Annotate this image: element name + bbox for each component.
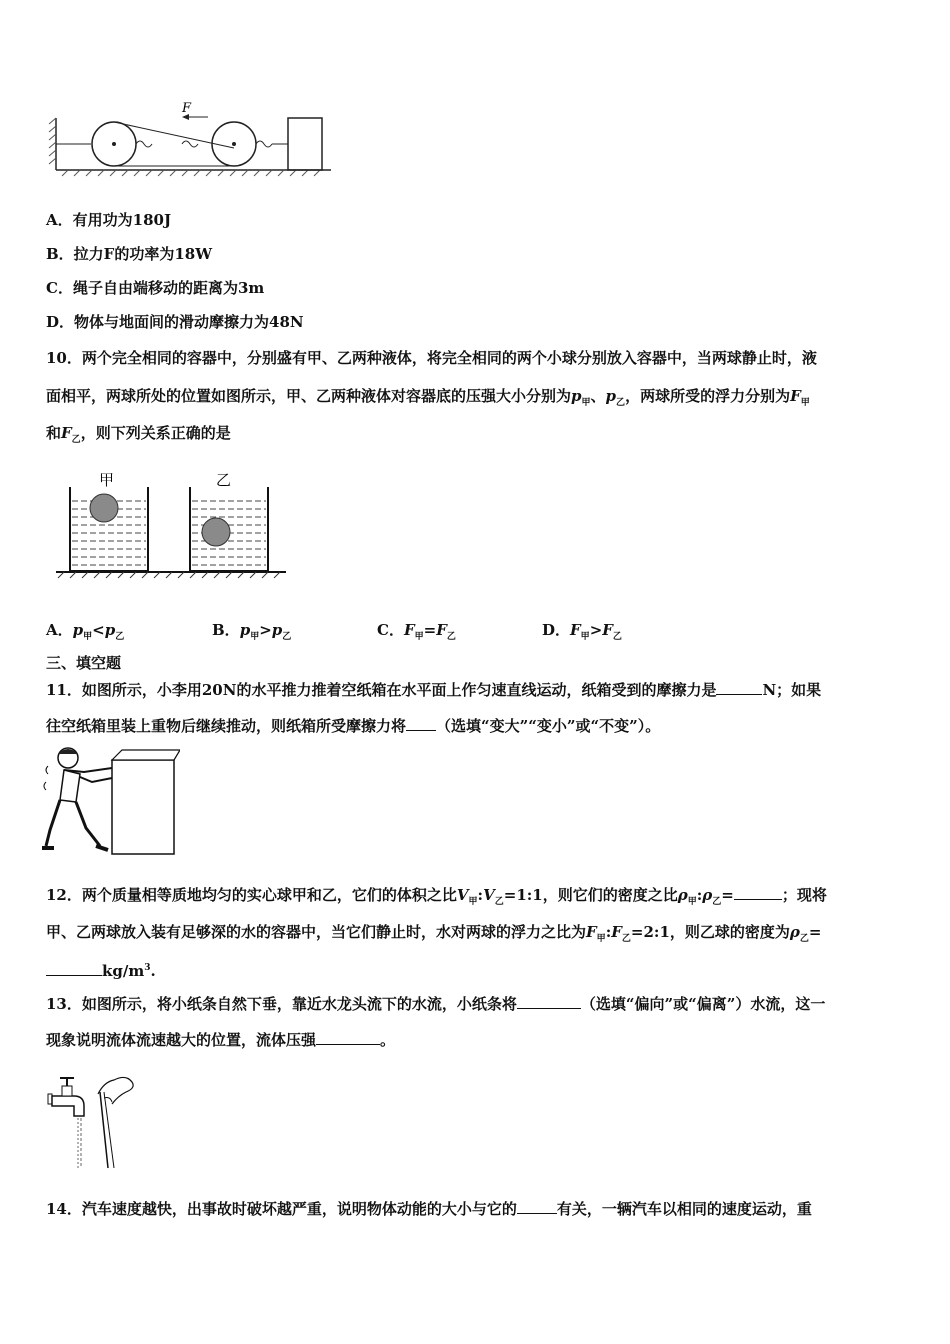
q14-line-1: 14．汽车速度越快，出事故时破坏越严重，说明物体动能的大小与它的 有关，一辆汽车以相同的速度运动，重 xyxy=(46,1200,812,1218)
q13-blank-1[interactable] xyxy=(517,994,581,1009)
section-title: 三、填空题 xyxy=(46,654,122,672)
q12-line-2: 甲、乙两球放入装有足够深的水的容器中，当它们静止时，水对两球的浮力之比为$F_甲:F_乙=2:1$，则乙球的密度为$\rho_乙=$ xyxy=(46,923,822,944)
q11-line-2: 往空纸箱里装上重物后继续推动，则纸箱所受摩擦力将 （选填“变大”“变小”或“不变”）。 xyxy=(46,717,661,735)
q9-option-b: B．拉力F的功率为18W xyxy=(46,245,213,263)
q13-blank-2[interactable] xyxy=(316,1030,380,1045)
q10-option-c: C．$F_甲=F_乙$ xyxy=(377,621,456,642)
label-jia: 甲 xyxy=(99,471,115,489)
q10-option-b: B．$p_甲>p_乙$ xyxy=(212,621,292,642)
label-yi: 乙 xyxy=(216,471,232,489)
q13-line-2: 现象说明流体流速越大的位置，流体压强 。 xyxy=(46,1031,396,1049)
q11-line-1: 11．如图所示，小李用20N的水平推力推着空纸箱在水平面上作匀速直线运动，纸箱受到的摩擦力是 N；如果 xyxy=(46,681,822,699)
q10-line-1: 10．两个完全相同的容器中，分别盛有甲、乙两种液体，将完全相同的两个小球分别放入容器中，当两球静止时，液 xyxy=(46,349,817,367)
q12-line-3: $kg/m^3$. xyxy=(46,958,156,981)
q13-line-1: 13．如图所示，将小纸条自然下垂，靠近水龙头流下的水流，小纸条将 （选填“偏向”或“偏离”）水流，这一 xyxy=(46,995,826,1013)
q12-blank-2[interactable] xyxy=(46,961,102,976)
q10-option-a: A．$p_甲<p_乙$ xyxy=(46,621,125,642)
q9-option-d: D．物体与地面间的滑动摩擦力为48N xyxy=(46,313,304,331)
q11-blank-1[interactable] xyxy=(716,680,762,695)
q10-line-3: 和$F_乙$，则下列关系正确的是 xyxy=(46,424,231,445)
force-label: F xyxy=(182,101,192,116)
q9-option-a: A．有用功为180J xyxy=(46,211,172,229)
q14-blank-1[interactable] xyxy=(517,1199,557,1214)
q11-blank-2[interactable] xyxy=(406,716,436,731)
q12-line-1: 12．两个质量相等质地均匀的实心球甲和乙，它们的体积之比$V_甲:V_乙=1:1$，则它们的密度之比$\rho_甲:\rho_乙=$ ；现将 xyxy=(46,886,827,907)
q12-blank-1[interactable] xyxy=(734,885,782,900)
q9-option-c: C．绳子自由端移动的距离为3m xyxy=(46,279,265,297)
q10-line-2: 面相平，两球所处的位置如图所示，甲、乙两种液体对容器底的压强大小分别为$p_甲$、$p_乙$，两球所受的浮力分别为$F_甲$ xyxy=(46,387,810,408)
q10-option-d: D．$F_甲>F_乙$ xyxy=(542,621,622,642)
faucet-figure xyxy=(44,1072,144,1172)
push-box-figure xyxy=(40,742,180,860)
pulley-figure xyxy=(46,100,336,180)
containers-figure xyxy=(52,465,292,580)
